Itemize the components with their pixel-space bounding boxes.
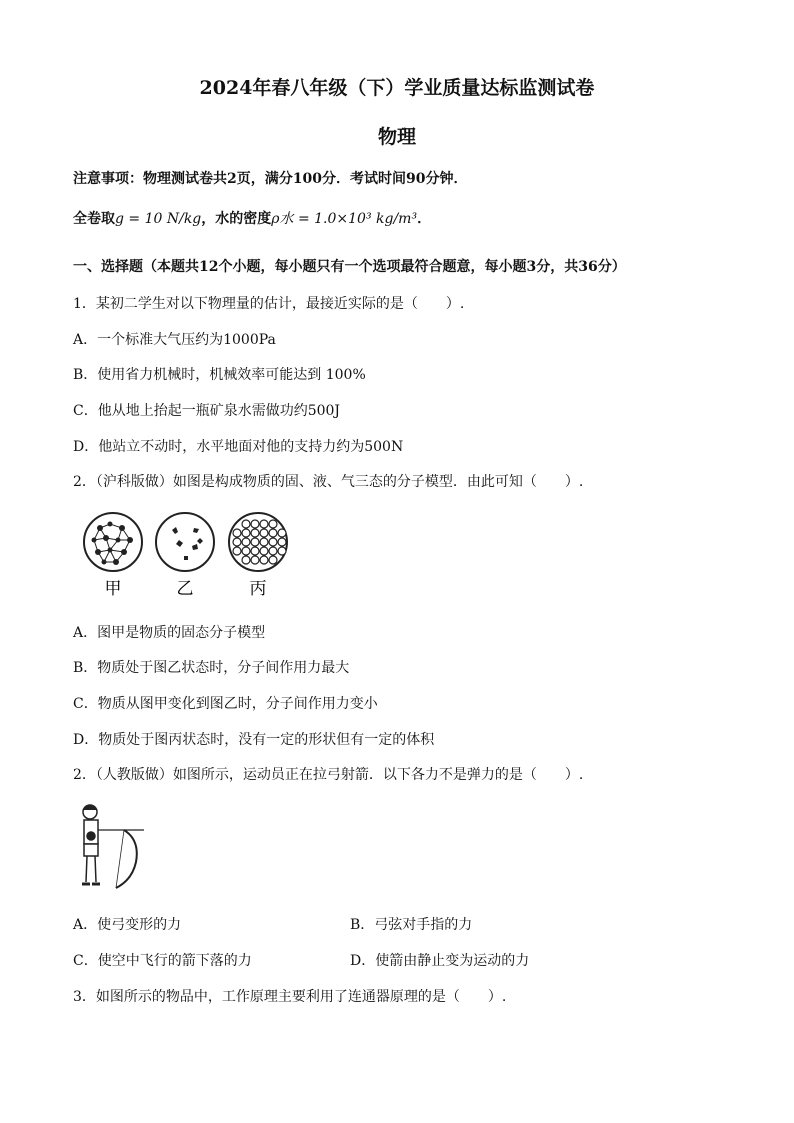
q1-option-c: C．他从地上抬起一瓶矿泉水需做功约500J	[73, 403, 341, 419]
q1-stem: 1．某初二学生对以下物理量的估计，最接近实际的是（ ）.	[73, 296, 465, 312]
constants-mid: ，水的密度	[201, 211, 272, 227]
q2a-option-b: B．物质处于图乙状态时，分子间作用力最大	[73, 660, 350, 676]
fig-label-yi: 乙	[176, 579, 194, 599]
q2a-option-d: D．物质处于图丙状态时，没有一定的形状但有一定的体积	[73, 732, 435, 748]
subject-title: 物理	[377, 126, 416, 148]
constants-end: ．	[417, 211, 432, 227]
q2b-option-d: D．使箭由静止变为运动的力	[350, 953, 530, 969]
q2a-stem: 2．（沪科版做）如图是构成物质的固、液、气三态的分子模型．由此可知（ ）.	[73, 474, 584, 490]
fig-label-bing: 丙	[249, 579, 267, 599]
constants-prefix: 全卷取	[73, 211, 115, 227]
archer-figure	[74, 800, 154, 895]
constants-line	[73, 208, 431, 228]
page-title: 2024年春八年级（下）学业质量达标监测试卷	[199, 77, 595, 99]
q3-stem: 3．如图所示的物品中，工作原理主要利用了连通器原理的是（ ）.	[73, 989, 507, 1005]
q1-option-b: B．使用省力机械时，机械效率可能达到 100%	[73, 367, 366, 383]
g-value: g = 10 N/kg	[115, 211, 202, 227]
q2a-option-c: C．物质从图甲变化到图乙时，分子间作用力变小	[73, 696, 378, 712]
q2b-option-b: B．弓弦对手指的力	[350, 917, 473, 933]
q1-option-d: D．他站立不动时，水平地面对他的支持力约为500N	[73, 439, 404, 455]
q2a-option-a: A．图甲是物质的固态分子模型	[73, 625, 266, 641]
q2b-option-a: A．使弓变形的力	[73, 917, 182, 933]
rho-value: ρ水 = 1.0×10³ kg/m³	[271, 211, 418, 227]
model-jia-diagram	[84, 513, 142, 571]
model-bing-diagram	[229, 513, 287, 571]
notice-text: 注意事项：物理测试卷共2页，满分100分．考试时间90分钟．	[73, 171, 468, 187]
model-yi-diagram	[156, 513, 214, 571]
q1-option-a: A．一个标准大气压约为1000Pa	[73, 332, 276, 348]
fig-label-jia: 甲	[104, 579, 122, 599]
q2b-option-c: C．使空中飞行的箭下落的力	[73, 953, 252, 969]
section1-heading: 一、选择题（本题共12个小题，每小题只有一个选项最符合题意，每小题3分，共36分）	[73, 259, 626, 275]
molecule-models-figure	[80, 510, 300, 600]
q2b-stem: 2．（人教版做）如图所示，运动员正在拉弓射箭．以下各力不是弹力的是（ ）.	[73, 767, 584, 783]
